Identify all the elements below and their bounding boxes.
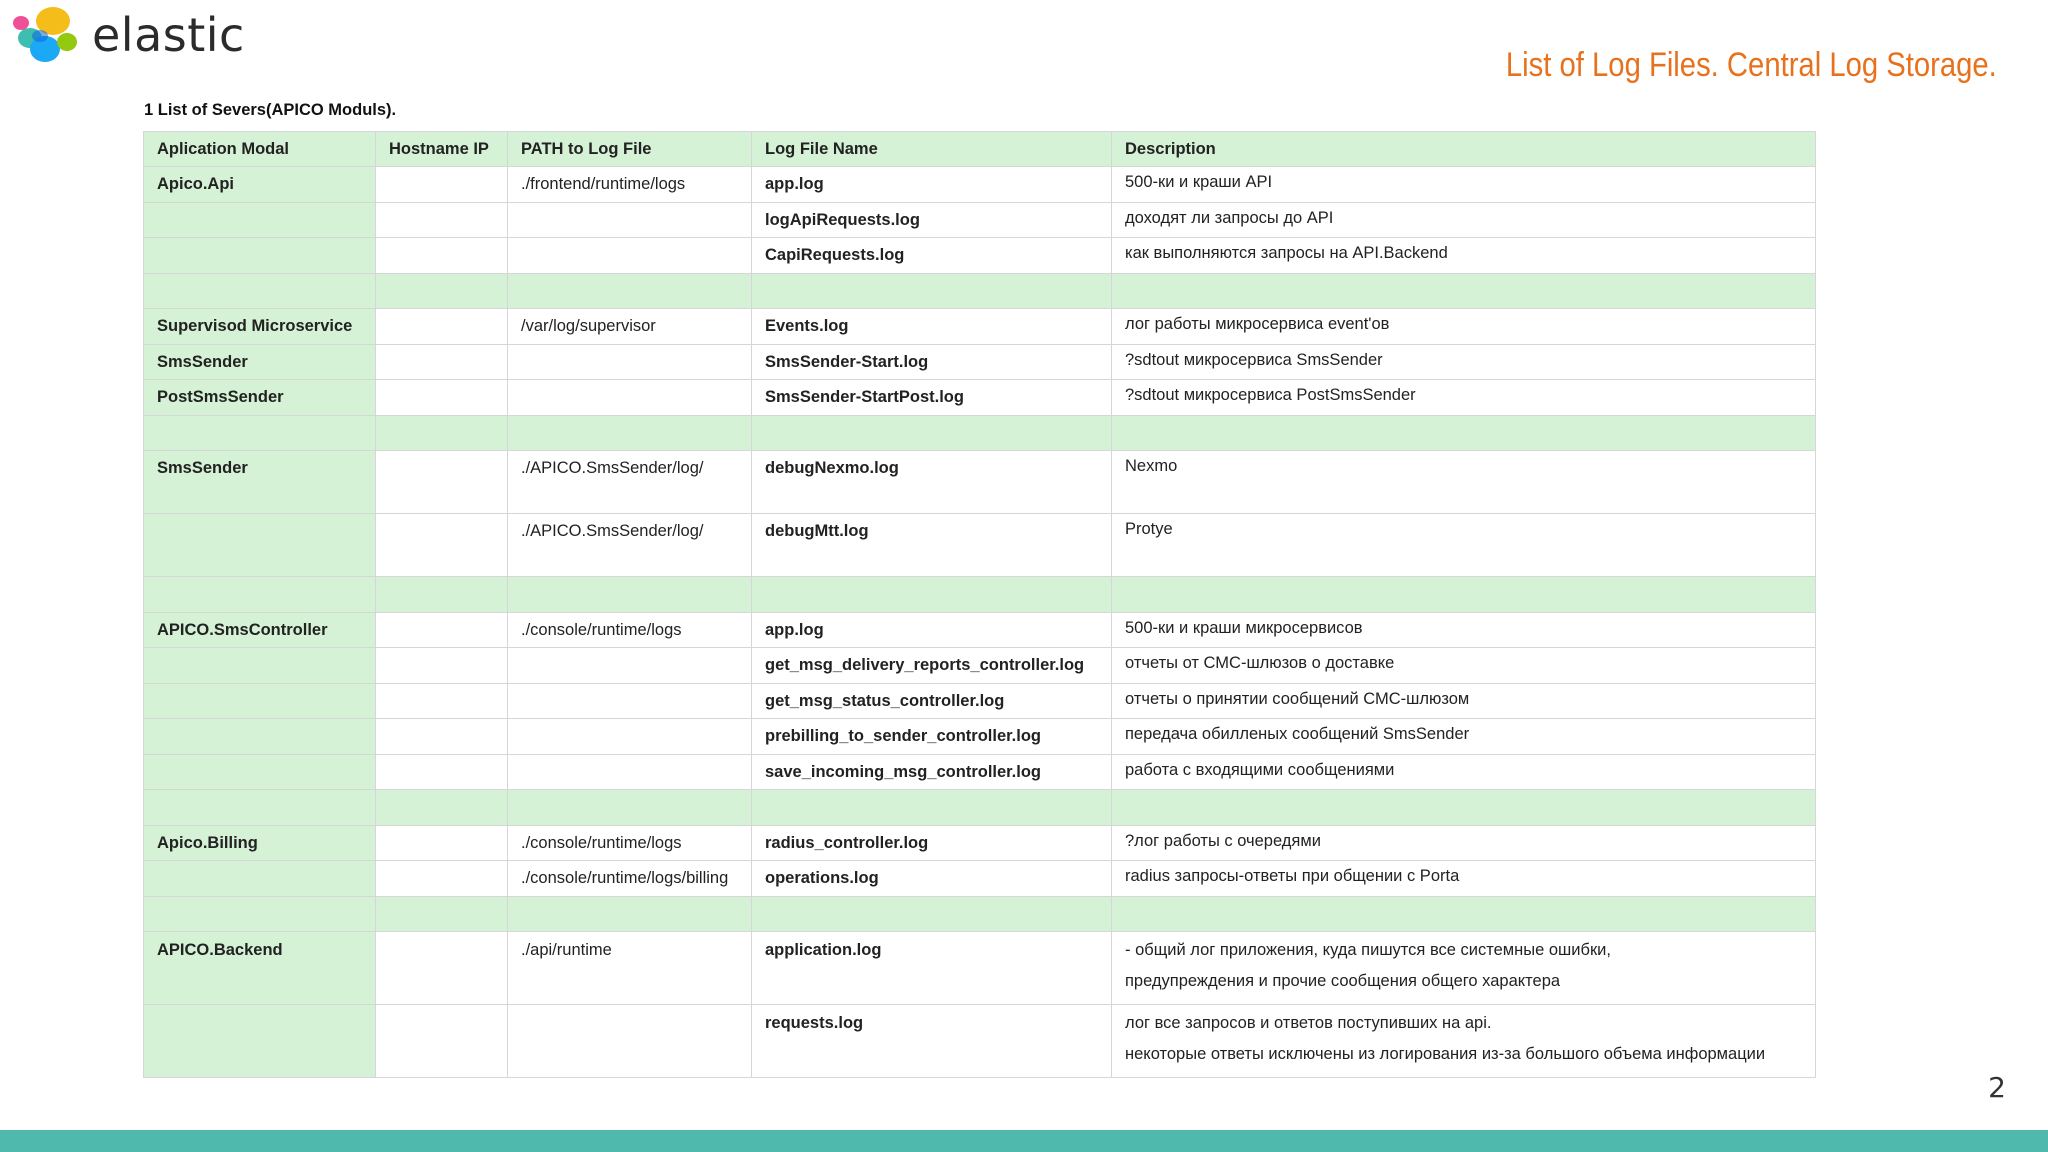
description-line: передача обилленых сообщений SmsSender — [1125, 725, 1470, 743]
module-cell: Supervisod Microservice — [144, 309, 376, 345]
footer-bar — [0, 1130, 2048, 1152]
separator-cell — [508, 415, 752, 451]
description-line: предупреждения и прочие сообщения общего характера — [1125, 972, 1561, 990]
file-name-cell: CapiRequests.log — [752, 238, 1112, 274]
description-line: 500-ки и краши микросервисов — [1125, 618, 1363, 637]
hostname-cell — [376, 932, 508, 1005]
hostname-cell — [376, 344, 508, 380]
table-row — [144, 309, 1816, 345]
description-line: отчеты от СМС-шлюзов о доставке — [1125, 654, 1395, 672]
path-cell — [508, 380, 752, 416]
module-cell — [144, 754, 376, 790]
description-line: отчеты о принятии сообщений СМС-шлюзом — [1125, 689, 1470, 708]
description-line: лог работы микросервиса event'ов — [1125, 315, 1390, 333]
separator-cell — [508, 790, 752, 826]
description-line: ?лог работы с очередями — [1125, 831, 1321, 850]
separator-cell — [144, 896, 376, 932]
description-cell — [1112, 238, 1816, 274]
description-line: некоторые ответы исключены из логирования из-за большого объема информации — [1125, 1045, 1766, 1063]
separator-cell — [376, 896, 508, 932]
separator-cell — [144, 415, 376, 451]
separator-cell — [508, 273, 752, 309]
hostname-cell — [376, 754, 508, 790]
module-cell: Apico.Billing — [144, 825, 376, 861]
path-cell: ./console/runtime/logs/billing — [508, 861, 752, 897]
file-name-cell: debugNexmo.log — [752, 451, 1112, 514]
separator-cell — [752, 273, 1112, 309]
column-header-module: Aplication Modal — [144, 132, 376, 167]
table-caption: 1 List of Severs(APICO Moduls). — [144, 101, 397, 119]
hostname-cell — [376, 1005, 508, 1078]
file-name-cell: radius_controller.log — [752, 825, 1112, 861]
path-cell — [508, 648, 752, 684]
brand-name: elastic — [92, 8, 245, 62]
description-line: ?sdtout микросервиса SmsSender — [1125, 350, 1383, 369]
path-cell: ./console/runtime/logs — [508, 825, 752, 861]
table-row — [144, 932, 1816, 1005]
file-name-cell: app.log — [752, 612, 1112, 648]
description-cell — [1112, 309, 1816, 345]
log-files-table — [143, 131, 1816, 1078]
description-cell — [1112, 202, 1816, 238]
module-cell: APICO.SmsController — [144, 612, 376, 648]
module-cell: PostSmsSender — [144, 380, 376, 416]
separator-cell — [376, 790, 508, 826]
description-cell — [1112, 451, 1816, 514]
description-line: - общий лог приложения, куда пишутся все системные ошибки, — [1125, 941, 1611, 959]
description-line: как выполняются запросы на API.Backend — [1125, 244, 1448, 262]
description-line: 500-ки и краши API — [1125, 173, 1273, 191]
hostname-cell — [376, 167, 508, 203]
module-cell — [144, 514, 376, 577]
hostname-cell — [376, 861, 508, 897]
table-row — [144, 1005, 1816, 1078]
module-cell — [144, 238, 376, 274]
description-cell — [1112, 932, 1816, 1005]
path-cell: ./APICO.SmsSender/log/ — [508, 451, 752, 514]
table-separator-row — [144, 790, 1816, 826]
table-row — [144, 380, 1816, 416]
separator-cell — [144, 577, 376, 613]
description-cell — [1112, 167, 1816, 203]
separator-cell — [508, 577, 752, 613]
table-row — [144, 683, 1816, 719]
table-row — [144, 238, 1816, 274]
hostname-cell — [376, 825, 508, 861]
file-name-cell: SmsSender-Start.log — [752, 344, 1112, 380]
file-name-cell: Events.log — [752, 309, 1112, 345]
table-row — [144, 167, 1816, 203]
hostname-cell — [376, 202, 508, 238]
hostname-cell — [376, 719, 508, 755]
path-cell: ./api/runtime — [508, 932, 752, 1005]
separator-cell — [508, 896, 752, 932]
table-row — [144, 514, 1816, 577]
file-name-cell: prebilling_to_sender_controller.log — [752, 719, 1112, 755]
path-cell — [508, 1005, 752, 1078]
path-cell: ./console/runtime/logs — [508, 612, 752, 648]
module-cell: Apico.Api — [144, 167, 376, 203]
file-name-cell: get_msg_delivery_reports_controller.log — [752, 648, 1112, 684]
page-number: 2 — [1988, 1071, 2006, 1104]
table-row — [144, 648, 1816, 684]
file-name-cell: requests.log — [752, 1005, 1112, 1078]
file-name-cell: SmsSender-StartPost.log — [752, 380, 1112, 416]
description-line: Nexmo — [1125, 457, 1178, 475]
table-body — [144, 167, 1816, 1078]
description-cell — [1112, 683, 1816, 719]
file-name-cell: application.log — [752, 932, 1112, 1005]
hostname-cell — [376, 648, 508, 684]
path-cell: /var/log/supervisor — [508, 309, 752, 345]
path-cell — [508, 754, 752, 790]
table-row — [144, 719, 1816, 755]
table-row — [144, 202, 1816, 238]
description-cell — [1112, 380, 1816, 416]
file-name-cell: get_msg_status_controller.log — [752, 683, 1112, 719]
separator-cell — [752, 577, 1112, 613]
module-cell — [144, 202, 376, 238]
separator-cell — [144, 273, 376, 309]
hostname-cell — [376, 451, 508, 514]
description-cell — [1112, 514, 1816, 577]
column-header-path: PATH to Log File — [508, 132, 752, 167]
hostname-cell — [376, 612, 508, 648]
separator-cell — [376, 273, 508, 309]
hostname-cell — [376, 309, 508, 345]
column-header-description: Description — [1112, 132, 1816, 167]
description-line: доходят ли запросы до API — [1125, 208, 1334, 227]
table-row — [144, 612, 1816, 648]
separator-cell — [1112, 273, 1816, 309]
separator-cell — [1112, 790, 1816, 826]
separator-cell — [144, 790, 376, 826]
separator-cell — [376, 415, 508, 451]
path-cell — [508, 238, 752, 274]
elastic-cluster-icon — [10, 4, 84, 66]
module-cell — [144, 861, 376, 897]
table-separator-row — [144, 577, 1816, 613]
module-cell: APICO.Backend — [144, 932, 376, 1005]
module-cell — [144, 1005, 376, 1078]
column-header-hostname: Hostname IP — [376, 132, 508, 167]
module-cell: SmsSender — [144, 344, 376, 380]
description-cell — [1112, 344, 1816, 380]
file-name-cell: app.log — [752, 167, 1112, 203]
separator-cell — [1112, 896, 1816, 932]
description-cell — [1112, 825, 1816, 861]
separator-cell — [752, 896, 1112, 932]
separator-cell — [1112, 577, 1816, 613]
separator-cell — [376, 577, 508, 613]
path-cell — [508, 683, 752, 719]
description-cell — [1112, 612, 1816, 648]
column-header-file-name: Log File Name — [752, 132, 1112, 167]
description-line: работа с входящими сообщениями — [1125, 760, 1395, 779]
description-line: radius запросы-ответы при общении с Porta — [1125, 867, 1460, 885]
table-row — [144, 861, 1816, 897]
table-row — [144, 344, 1816, 380]
path-cell — [508, 344, 752, 380]
table-separator-row — [144, 415, 1816, 451]
separator-cell — [752, 415, 1112, 451]
description-cell — [1112, 754, 1816, 790]
module-cell — [144, 648, 376, 684]
module-cell — [144, 683, 376, 719]
table-separator-row — [144, 273, 1816, 309]
description-line: лог все запросов и ответов поступивших на api. — [1125, 1014, 1492, 1032]
table-row — [144, 451, 1816, 514]
path-cell: ./frontend/runtime/logs — [508, 167, 752, 203]
slide-title: List of Log Files. Central Log Storage. — [1506, 46, 1997, 84]
separator-cell — [1112, 415, 1816, 451]
description-cell — [1112, 861, 1816, 897]
description-cell — [1112, 719, 1816, 755]
description-cell — [1112, 648, 1816, 684]
hostname-cell — [376, 238, 508, 274]
file-name-cell: debugMtt.log — [752, 514, 1112, 577]
path-cell: ./APICO.SmsSender/log/ — [508, 514, 752, 577]
hostname-cell — [376, 380, 508, 416]
description-line: ?sdtout микросервиса PostSmsSender — [1125, 386, 1416, 404]
table-separator-row — [144, 896, 1816, 932]
file-name-cell: operations.log — [752, 861, 1112, 897]
description-cell — [1112, 1005, 1816, 1078]
description-line: Protye — [1125, 520, 1173, 538]
table-row — [144, 825, 1816, 861]
module-cell — [144, 719, 376, 755]
table-row — [144, 754, 1816, 790]
separator-cell — [752, 790, 1112, 826]
path-cell — [508, 202, 752, 238]
file-name-cell: logApiRequests.log — [752, 202, 1112, 238]
hostname-cell — [376, 683, 508, 719]
hostname-cell — [376, 514, 508, 577]
table-header-row — [144, 132, 1816, 167]
file-name-cell: save_incoming_msg_controller.log — [752, 754, 1112, 790]
path-cell — [508, 719, 752, 755]
elastic-logo — [10, 4, 245, 66]
module-cell: SmsSender — [144, 451, 376, 514]
